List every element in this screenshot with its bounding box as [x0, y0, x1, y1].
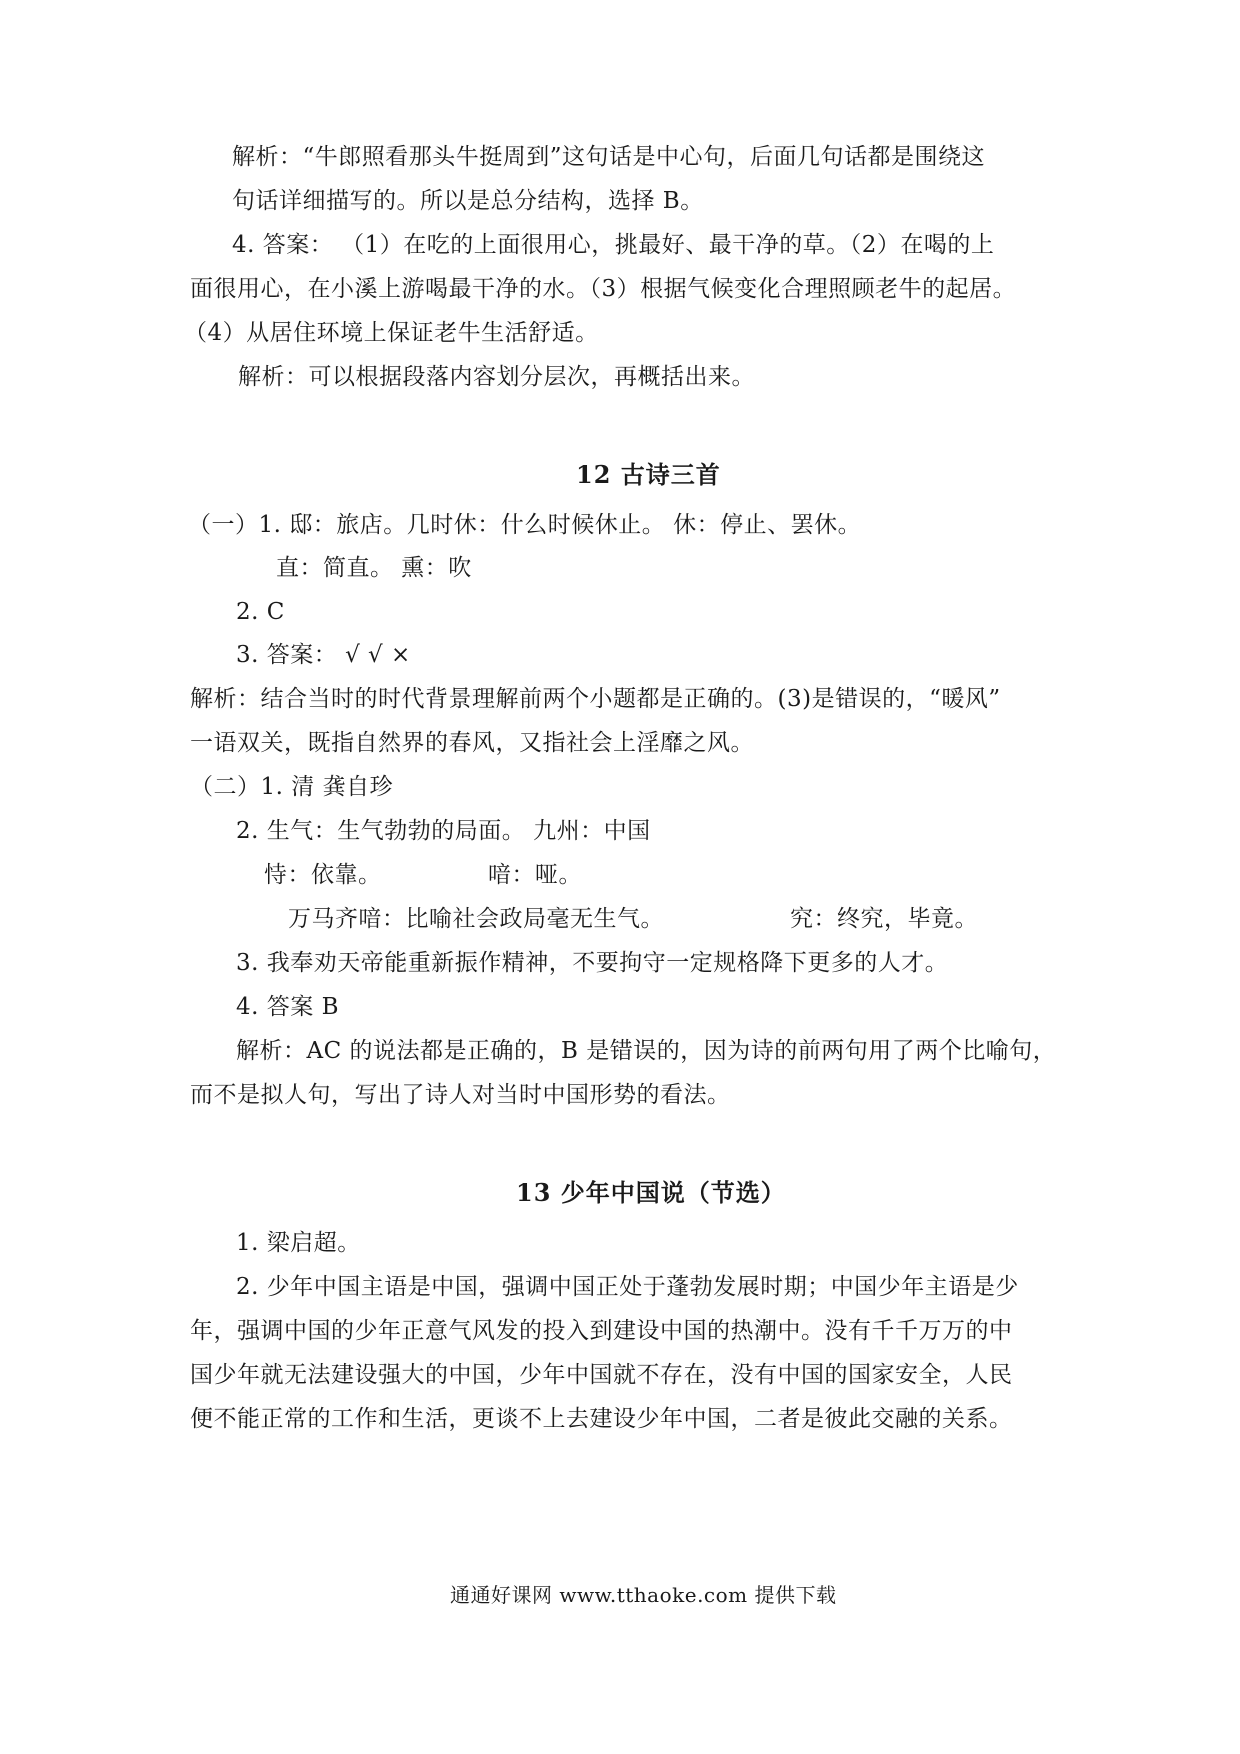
answer-line: 面很用心，在小溪上游喝最干净的水。（3）根据气候变化合理照顾老牛的起居。	[190, 276, 1017, 302]
analysis-line: 解析：“牛郎照看那头牛挺周到”这句话是中心句，后面几句话都是围绕这	[232, 144, 986, 170]
answer-line: （一）1. 邸：旅店。几时休：什么时候休止。 休：停止、罢休。	[188, 512, 862, 538]
analysis-line: 一语双关，既指自然界的春风，又指社会上淫靡之风。	[190, 730, 754, 756]
analysis-line: 解析：AC 的说法都是正确的，B 是错误的，因为诗的前两句用了两个比喻句，	[236, 1038, 1057, 1064]
analysis-line: 而不是拟人句，写出了诗人对当时中国形势的看法。	[190, 1082, 731, 1108]
answer-line: 喑：哑。	[488, 862, 582, 888]
answer-line: 3. 答案： √ √ ×	[236, 642, 411, 668]
answer-line: 万马齐喑：比喻社会政局毫无生气。	[288, 906, 664, 932]
section-title: 12 古诗三首	[576, 460, 721, 489]
answer-line: 1. 梁启超。	[236, 1230, 361, 1256]
answer-line: （4）从居住环境上保证老牛生活舒适。	[184, 320, 599, 346]
answer-line: （二）1. 清 龚自珍	[190, 774, 394, 800]
analysis-line: 解析：可以根据段落内容划分层次，再概括出来。	[238, 364, 755, 390]
answer-line: 3. 我奉劝天帝能重新振作精神，不要拘守一定规格降下更多的人才。	[236, 950, 949, 976]
answer-line: 便不能正常的工作和生活，更谈不上去建设少年中国，二者是彼此交融的关系。	[190, 1406, 1013, 1432]
analysis-line: 解析：结合当时的时代背景理解前两个小题都是正确的。(3)是错误的，“暖风”	[190, 686, 1001, 712]
answer-line: 年，强调中国的少年正意气风发的投入到建设中国的热潮中。没有千千万万的中	[190, 1318, 1013, 1344]
answer-line: 直：简直。 熏：吹	[276, 555, 472, 581]
answer-line: 2. 生气：生气勃勃的局面。 九州：中国	[236, 818, 651, 844]
answer-line: 4. 答案 B	[236, 994, 339, 1020]
analysis-line: 句话详细描写的。所以是总分结构，选择 B。	[232, 188, 704, 214]
section-title: 13 少年中国说（节选）	[516, 1178, 786, 1207]
answer-line: 究：终究，毕竟。	[790, 906, 978, 932]
page-footer: 通通好课网 www.tthaoke.com 提供下载	[450, 1583, 837, 1607]
answer-line: 4. 答案： （1）在吃的上面很用心，挑最好、最干净的草。（2）在喝的上	[232, 232, 995, 258]
answer-line: 2. C	[236, 599, 285, 625]
answer-line: 国少年就无法建设强大的中国，少年中国就不存在，没有中国的国家安全，人民	[190, 1362, 1013, 1388]
answer-line: 恃：依靠。	[264, 862, 382, 888]
answer-line: 2. 少年中国主语是中国，强调中国正处于蓬勃发展时期；中国少年主语是少	[236, 1274, 1019, 1300]
